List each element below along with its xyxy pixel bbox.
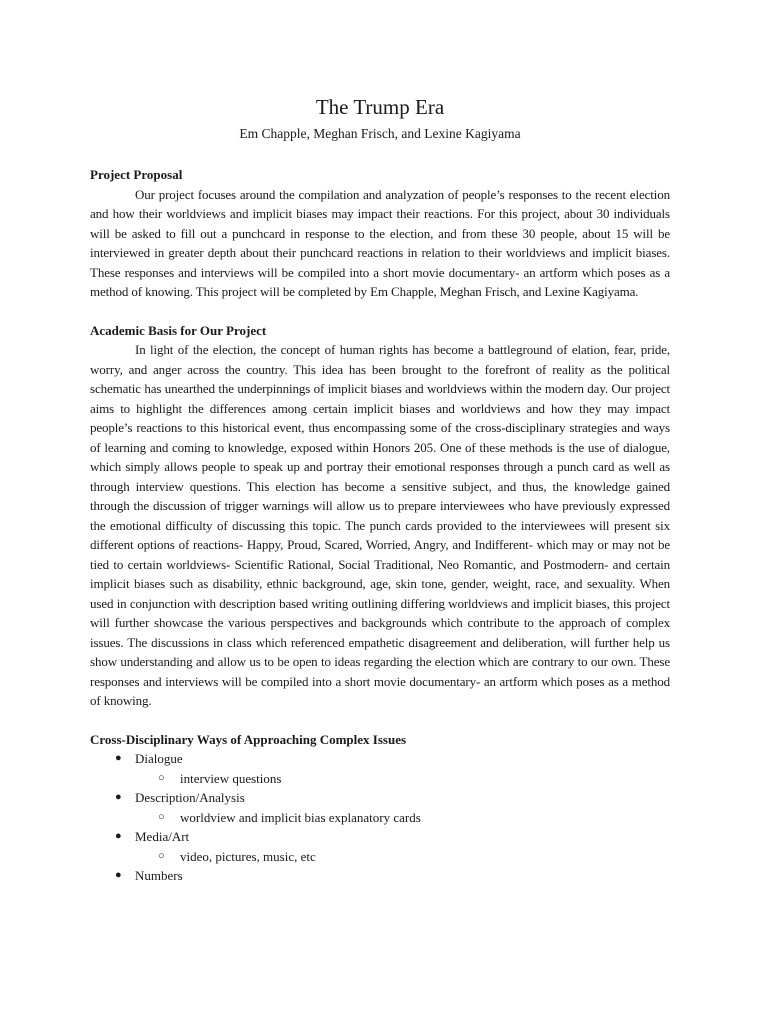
approaches-list — [90, 749, 670, 886]
list-subitem — [90, 847, 670, 867]
list-item-main — [90, 788, 670, 808]
list-item-main — [90, 749, 670, 769]
document-authors: Em Chapple, Meghan Frisch, and Lexine Kagiyama — [239, 126, 521, 141]
list-item — [90, 749, 670, 788]
list-subitem-label: video, pictures, music, etc — [180, 848, 316, 864]
list-item — [90, 788, 670, 827]
list-item-main — [90, 866, 670, 886]
list-item — [90, 827, 670, 866]
list-item-label: Dialogue — [135, 751, 183, 766]
document-title: The Trump Era — [315, 95, 445, 119]
section-heading-academic-basis: Academic Basis for Our Project — [90, 322, 267, 338]
section-heading-cross-disciplinary: Cross-Disciplinary Ways of Approaching Complex Issues — [90, 731, 407, 747]
list-item-label: Description/Analysis — [135, 790, 245, 805]
section-heading-project-proposal: Project Proposal — [90, 167, 183, 182]
list-item-label: Media/Art — [135, 829, 190, 844]
document-page — [90, 92, 670, 886]
bullet-icon: ● — [115, 791, 122, 803]
bullet-icon: ● — [115, 752, 122, 764]
hollow-bullet-icon: ○ — [158, 849, 165, 862]
section-body-project-proposal: Our project focuses around the compilation and analyzation of people’s responses to the recent election and how their worldviews and implicit biases may impact their reactions. For this project, about 30 individuals will be asked to fill out a punchcard in response to the election, and from these 30 people, about 15 will be interviewed in greater depth about their punchcard reactions in relation to their worldviews and implicit biases. These responses and interviews will be compiled into a short movie documentary- an artform which poses as a method of knowing. This project will be completed by Em Chapple, Meghan Frisch, and Lexine Kagiyama. — [90, 186, 670, 299]
list-subitem — [90, 808, 670, 828]
list-subitem-label: worldview and implicit bias explanatory cards — [180, 809, 421, 825]
list-item — [90, 866, 670, 886]
hollow-bullet-icon: ○ — [158, 810, 165, 823]
list-subitem-label: interview questions — [180, 770, 282, 786]
bullet-icon: ● — [115, 830, 122, 842]
section-body-academic-basis: In light of the election, the concept of human rights has become a battleground of elation, fear, pride, worry, and anger across the country. This idea has been brought to the forefront of reality as the political schematic has unearthed the underpinnings of implicit biases and worldviews within the modern day. Our project aims to highlight the differences among certain implicit biases and worldviews and how they may impact people’s reactions to this historical event, thus encompassing some of the cross-disciplinary strategies and ways of learning and coming to knowledge, exposed within Honors 205. One of these methods is the use of dialogue, which simply allows people to speak up and portray their emotional responses through a punch card as well as through interview questions. This election has become a sensitive subject, and thus, the knowledge gained through the discussion of trigger warnings will allow us to prepare interviewees who have previously expressed the emotional difficulty of discussing this topic. The punch cards provided to the interviewees will present six different options of reactions- Happy, Proud, Scared, Worried, Angry, and Indifferent- which may or may not be tied to certain worldviews- Scientific Rational, Social Traditional, Neo Romantic, and Postmodern- and certain implicit biases such as disability, ethnic background, age, skin tone, gender, weight, race, and sexuality. When used in conjunction with description based writing outlining differing worldviews and implicit biases, this project will further showcase the various perspectives and backgrounds which contribute to the approach of complex issues. The discussions in class which referenced empathetic disagreement and deliberation, will further help us show understanding and allow us to be open to ideas regarding the election which are contrary to our own. These responses and interviews will be compiled into a short movie documentary- an artform which poses as a method of knowing. — [90, 342, 670, 708]
hollow-bullet-icon: ○ — [158, 771, 165, 784]
list-subitem — [90, 769, 670, 789]
list-item-main — [90, 827, 670, 847]
list-item-label: Numbers — [135, 868, 183, 883]
bullet-icon: ● — [115, 869, 122, 881]
